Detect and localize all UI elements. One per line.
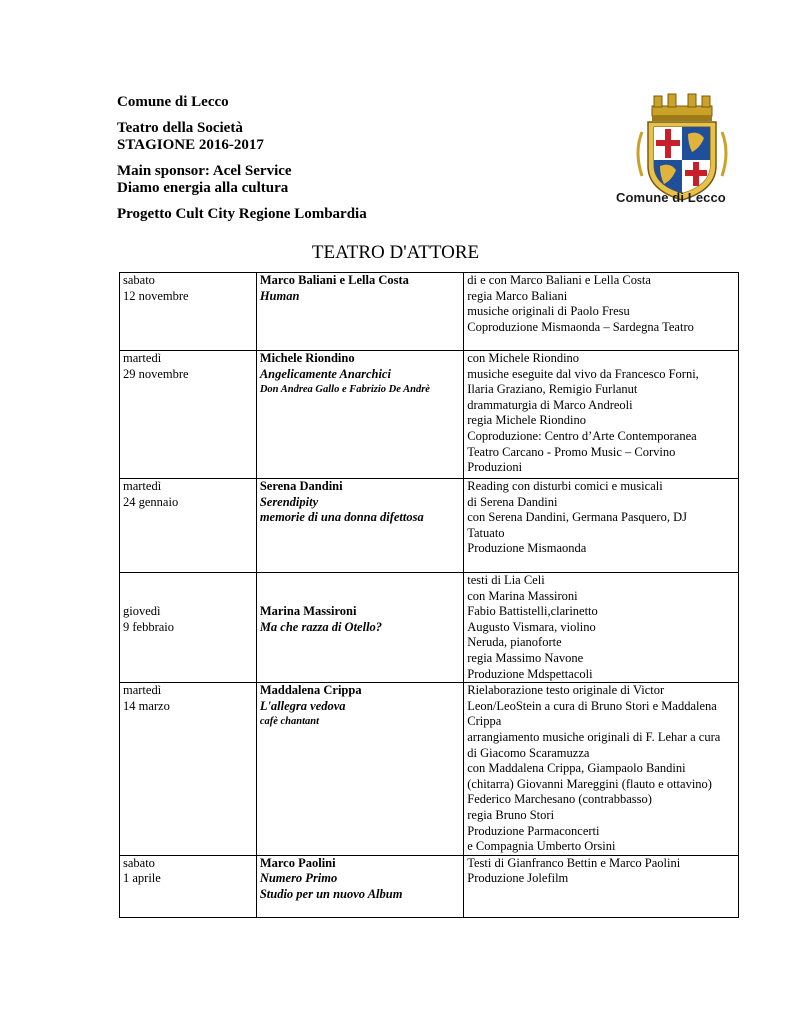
event-show: Serendipity: [259, 494, 319, 509]
event-subtitle: memorie di una donna difettosa: [259, 510, 424, 525]
detail-line: Crippa: [467, 714, 502, 729]
table-row: [120, 273, 739, 351]
detail-line: testi di Lia Celi: [467, 573, 545, 587]
detail-line: Produzioni: [467, 460, 523, 475]
date-cell: [120, 855, 257, 917]
detail-line: Produzione Jolefilm: [467, 871, 569, 886]
detail-line: Coproduzione: Centro d’Arte Contemporanea: [467, 428, 697, 443]
detail-line: Produzione Parmaconcerti: [467, 823, 600, 838]
event-artist: Serena Dandini: [259, 479, 343, 493]
project-line: Progetto Cult City Regione Lombardia: [117, 206, 367, 222]
detail-line: regia Marco Baliani: [467, 288, 568, 303]
detail-line: di e con Marco Baliani e Lella Costa: [467, 273, 651, 287]
municipality-name: Comune di Lecco: [117, 94, 229, 110]
detail-line: Testi di Gianfranco Bettin e Marco Paolini: [467, 855, 681, 870]
detail-line: e Compagnia Umberto Orsini: [467, 839, 616, 854]
season-label: STAGIONE 2016-2017: [117, 137, 264, 153]
detail-line: Rielaborazione testo originale di Victor: [467, 683, 665, 698]
event-artist: Michele Riondino: [259, 351, 355, 365]
event-date: 9 febbraio: [123, 619, 175, 634]
title-cell: [256, 351, 463, 479]
table-row: [120, 479, 739, 573]
event-subtitle: Don Andrea Gallo e Fabrizio De Andrè: [259, 384, 430, 396]
theatre-name: Teatro della Società: [117, 120, 243, 136]
event-artist: Marco Paolini: [259, 855, 336, 870]
detail-line: di Serena Dandini: [467, 494, 558, 509]
details-cell: [464, 683, 739, 856]
detail-line: Tatuato: [467, 525, 505, 540]
title-cell: [256, 855, 463, 917]
event-date: 14 marzo: [123, 698, 170, 713]
event-day: sabato: [123, 273, 155, 287]
detail-line: Coproduzione Mismaonda – Sardegna Teatro: [467, 319, 694, 334]
slogan-line: Diamo energia alla cultura: [117, 180, 289, 196]
sponsor-line: Main sponsor: Acel Service: [117, 163, 292, 179]
crown-icon: [652, 94, 712, 121]
event-artist: Maddalena Crippa: [259, 683, 362, 698]
table-row: [120, 573, 739, 683]
details-cell: [464, 573, 739, 683]
table-row: [120, 683, 739, 856]
event-show: Numero Primo: [259, 871, 338, 886]
detail-line: Augusto Vismara, violino: [467, 619, 596, 634]
event-show: Angelicamente Anarchici: [259, 366, 391, 381]
detail-line: Federico Marchesano (contrabbasso): [467, 792, 652, 807]
title-cell: [256, 573, 463, 683]
detail-line: Leon/LeoStein a cura di Bruno Stori e Maddalena: [467, 698, 717, 713]
event-day: martedì: [123, 479, 162, 493]
event-date: 12 novembre: [123, 288, 189, 303]
date-cell: [120, 479, 257, 573]
detail-line: con Serena Dandini, Germana Pasquero, DJ: [467, 510, 687, 525]
event-date: 29 novembre: [123, 366, 189, 381]
detail-line: regia Michele Riondino: [467, 413, 586, 428]
detail-line: con Michele Riondino: [467, 351, 580, 365]
title-cell: [256, 479, 463, 573]
detail-line: arrangiamento musiche originali di F. Lehar a cura: [467, 729, 721, 744]
detail-line: musiche eseguite dal vivo da Francesco Forni,: [467, 366, 699, 381]
details-cell: [464, 273, 739, 351]
section-title: TEATRO D'ATTORE: [311, 242, 480, 263]
date-cell: [120, 273, 257, 351]
date-cell: [120, 573, 257, 683]
detail-line: di Giacomo Scaramuzza: [467, 745, 590, 760]
detail-line: (chitarra) Giovanni Mareggini (flauto e ottavino): [467, 776, 712, 791]
detail-line: regia Bruno Stori: [467, 807, 555, 822]
table-row: [120, 855, 739, 917]
logo-caption: Comune di Lecco: [616, 190, 726, 205]
event-subtitle: Studio per un nuovo Album: [259, 886, 403, 901]
event-day: giovedì: [123, 604, 161, 618]
event-day: martedì: [123, 351, 162, 365]
detail-line: Neruda, pianoforte: [467, 635, 562, 650]
event-artist: Marina Massironi: [259, 604, 357, 618]
event-subtitle: cafè chantant: [259, 716, 320, 728]
detail-line: Ilaria Graziano, Remigio Furlanut: [467, 382, 638, 397]
document-header: [117, 94, 537, 223]
title-cell: [256, 683, 463, 856]
detail-line: Fabio Battistelli,clarinetto: [467, 604, 598, 619]
detail-line: Produzione Mdspettacoli: [467, 666, 593, 681]
event-date: 1 aprile: [123, 871, 161, 886]
date-cell: [120, 351, 257, 479]
event-date: 24 gennaio: [123, 494, 179, 509]
detail-line: Produzione Mismaonda: [467, 541, 587, 556]
events-table: [119, 272, 739, 918]
detail-line: musiche originali di Paolo Fresu: [467, 304, 630, 319]
detail-line: con Maddalena Crippa, Giampaolo Bandini: [467, 761, 686, 776]
title-cell: [256, 273, 463, 351]
detail-line: Teatro Carcano - Promo Music – Corvino: [467, 444, 676, 459]
event-artist: Marco Baliani e Lella Costa: [259, 273, 409, 287]
detail-line: Reading con disturbi comici e musicali: [467, 479, 663, 493]
table-row: [120, 351, 739, 479]
date-cell: [120, 683, 257, 856]
details-cell: [464, 479, 739, 573]
event-day: sabato: [123, 855, 155, 870]
details-cell: [464, 855, 739, 917]
detail-line: con Marina Massironi: [467, 588, 578, 603]
event-day: martedì: [123, 683, 162, 698]
details-cell: [464, 351, 739, 479]
detail-line: regia Massimo Navone: [467, 650, 584, 665]
detail-line: drammaturgia di Marco Andreoli: [467, 397, 633, 412]
event-show: Human: [259, 288, 300, 303]
event-show: Ma che razza di Otello?: [259, 619, 383, 634]
event-show: L'allegra vedova: [259, 698, 346, 713]
